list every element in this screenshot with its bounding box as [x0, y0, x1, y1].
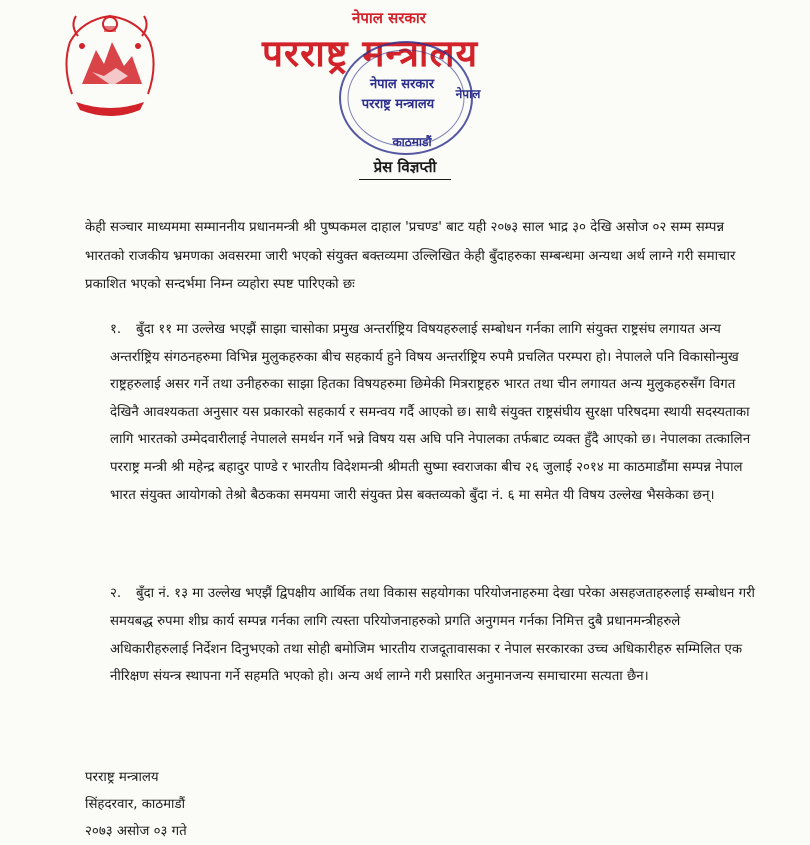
svg-text:काठमाडौं: काठमाडौं	[392, 135, 432, 149]
nepal-coat-of-arms-icon	[52, 6, 168, 126]
item-number: २.	[110, 586, 122, 601]
press-release-title: प्रेस विज्ञप्ती	[373, 158, 437, 176]
item-text: बुँदा नं. १३ मा उल्लेख भएझैं द्विपक्षीय आर्थिक तथा विकास सहयोगका परियोजनाहरुमा देखा परेका असहजताहरुलाई सम्बोधन गरी समयबद्ध रुपमा शीघ्र कार्य सम्पन्न गर्नका लागि त्यस्ता परियोजनाहरुको प्रगति अनुगमन गर्नका निमित्त दुबै प्रधानमन्त्रीहरुले अधिकारीहरुलाई निर्देशन दिनुभएको तथा सोही बमोजिम भारतीय राजदूतावासका र नेपाल सरकारका उच्च अधिकारीहरु सम्मिलित एक नीरिक्षण संयन्त्र स्थापना गर्ने सहमति भएको हो। अन्य अर्थ लाग्ने गरी प्रसारित अनुमानजन्य समाचारमा सत्यता छैन।	[110, 586, 755, 685]
signature-address: सिंहदरवार, काठमाडौं	[85, 797, 186, 812]
item-text: बुँदा ११ मा उल्लेख भएझैं साझा चासोका प्रमुख अन्तर्राष्ट्रिय विषयहरुलाई सम्बोधन गर्नका लागि संयुक्त राष्ट्रसंघ लगायत अन्य अन्तर्राष्ट्रिय संगठनहरुमा विभिन्न मुलुकहरुका बीच सहकार्य हुने विषय अन्तर्राष्ट्रिय रुपमै प्रचलित परम्परा हो। नेपालले पनि विकासोन्मुख राष्ट्रहरुलाई असर गर्ने तथा उनीहरुका साझा हितका विषयहरुमा छिमेकी मित्रराष्ट्रहरु भारत तथा चीन लगायत अन्य मुलुकहरुसँग विगत देखिनै आवश्यकता अनुसार यस प्रकारको सहकार्य र समन्वय गर्दै आएको छ। साथै संयुक्त राष्ट्रसंघीय सुरक्षा परिषदमा स्थायी सदस्यताका लागि भारतको उम्मेदवारीलाई नेपालले समर्थन गर्ने भन्ने विषय यस अघि पनि नेपालका तर्फबाट व्यक्त हुँदै आएको छ। नेपालका तत्कालिन परराष्ट्र मन्त्री श्री महेन्द्र बहादुर पाण्डे र भारतीय विदेशमन्त्री श्रीमती सुष्मा स्वराजका बीच २६ जुलाई २०१४ मा काठमाडौंमा सम्पन्न नेपाल भारत संयुक्त आयोगको तेश्रो बैठकका समयमा जारी संयुक्त प्रेस बक्तव्यको बुँदा नं. ६ मा समेत यी विषय उल्लेख भैसकेका छन्।	[110, 322, 751, 503]
svg-text:नेपाल: नेपाल	[455, 87, 481, 101]
ministry-title: परराष्ट्र मन्त्रालय	[262, 32, 479, 75]
signature-date: २०७३ असोज ०३ गते	[85, 824, 187, 839]
svg-text:परराष्ट्र मन्त्रालय: परराष्ट्र मन्त्रालय	[361, 97, 435, 112]
government-label: नेपाल सरकार	[352, 9, 426, 27]
svg-text:नेपाल सरकार: नेपाल सरकार	[369, 77, 435, 92]
title-underline	[359, 179, 451, 180]
list-item	[110, 580, 755, 691]
ministry-seal-icon	[328, 38, 484, 162]
signature-office: परराष्ट्र मन्त्रालय	[85, 770, 159, 785]
list-item	[110, 316, 755, 509]
item-number: १.	[110, 322, 122, 337]
intro-paragraph: केही सञ्चार माध्यममा सम्माननीय प्रधानमन्त्री श्री पुष्पकमल दाहाल 'प्रचण्ड' बाट यही २०७३ साल भाद्र ३० देखि असोज ०२ सम्म सम्पन्न भारतको राजकीय भ्रमणका अवसरमा जारी भएको संयुक्त बक्तव्यमा उल्लिखित केही बुँदाहरुका सम्बन्धमा अन्यथा अर्थ लाग्ने गरी समाचार प्रकाशित भएको सन्दर्भमा निम्न व्यहोरा स्पष्ट पारिएको छः	[85, 220, 736, 293]
